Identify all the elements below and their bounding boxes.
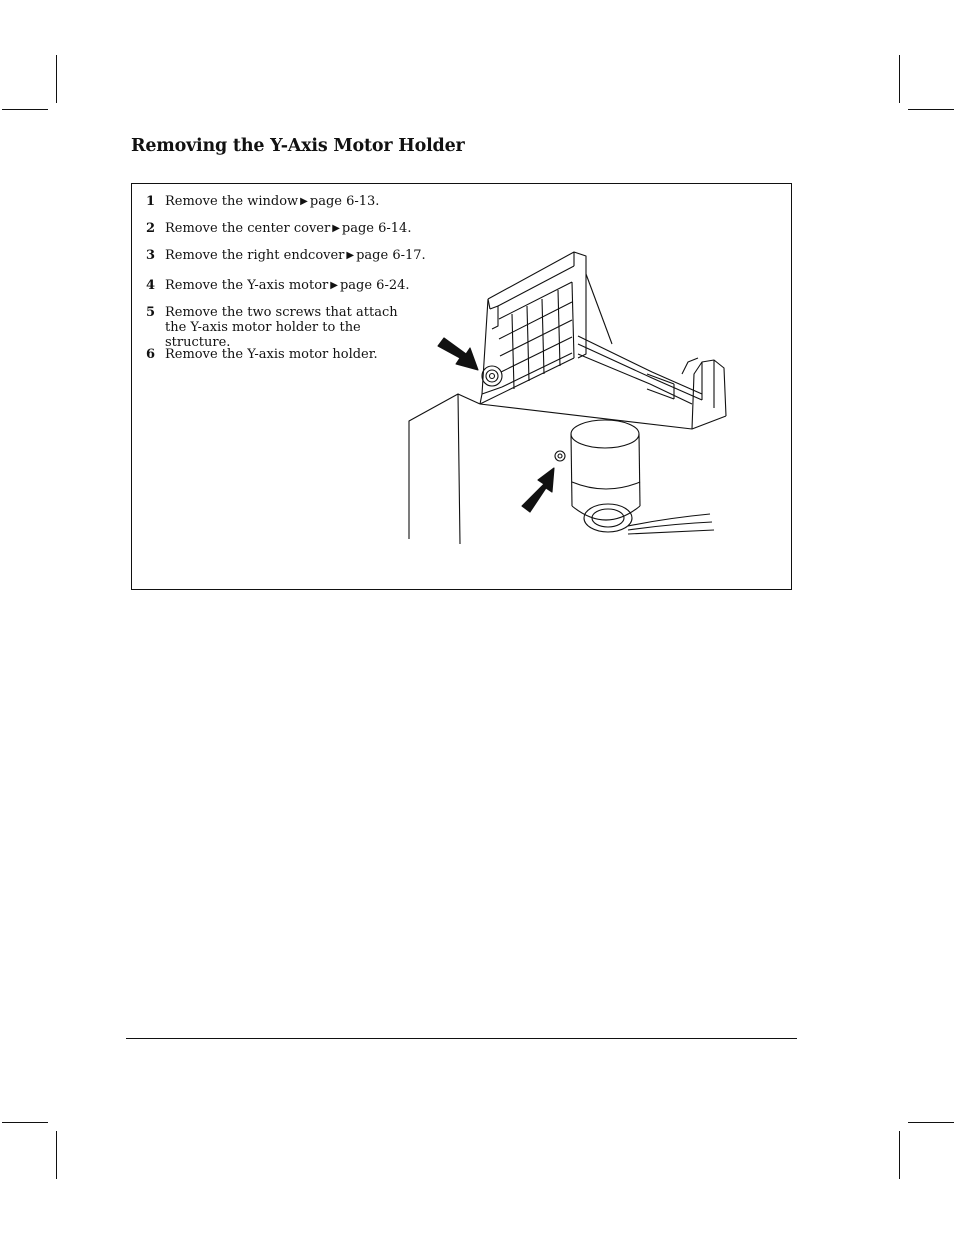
crop-mark-bottom-left-horizontal	[2, 1122, 48, 1123]
crop-mark-top-left-vertical	[56, 55, 57, 103]
arrow-icon	[522, 468, 554, 512]
step-number: 6	[146, 347, 156, 362]
page-title: Removing the Y-Axis Motor Holder	[131, 136, 465, 156]
step-text: Remove the Y-axis motor holder.	[165, 347, 378, 362]
page-reference-link[interactable]: page 6-17.	[356, 248, 426, 263]
page-reference-link[interactable]: page 6-14.	[341, 221, 412, 236]
step-number: 4	[146, 278, 156, 293]
arrow-icon	[438, 338, 478, 370]
pointer-arrow-icon: ▶	[346, 250, 355, 261]
page-reference-link[interactable]: page 6-13.	[309, 194, 380, 209]
step-text: Remove the two screws that attach the Y-axis motor holder to the structure.	[165, 305, 398, 350]
step-text: Remove the Y-axis motor ▶ page 6-24.	[165, 278, 410, 293]
step-text: Remove the right endcover ▶ page 6-17.	[165, 248, 426, 263]
pointer-arrow-icon: ▶	[300, 196, 308, 207]
step-number: 2	[146, 221, 156, 236]
step-text: Remove the window ▶ page 6-13.	[165, 194, 380, 209]
footer-rule	[126, 1038, 797, 1039]
y-axis-motor	[571, 420, 714, 534]
pointer-arrow-icon: ▶	[332, 223, 340, 234]
crop-mark-top-right-vertical	[899, 55, 900, 103]
screw-pointer-arrows	[438, 338, 554, 512]
procedure-box	[131, 183, 792, 590]
step-text: Remove the center cover ▶ page 6-14.	[165, 221, 412, 236]
page-reference-link[interactable]: page 6-24.	[339, 278, 410, 293]
structure-frame	[409, 394, 480, 544]
motor-holder-bracket	[480, 252, 726, 461]
step-number: 3	[146, 248, 156, 263]
step-number: 5	[146, 305, 156, 320]
crop-mark-top-left-horizontal	[2, 109, 48, 110]
pointer-arrow-icon: ▶	[330, 280, 338, 291]
crop-mark-bottom-right-horizontal	[908, 1122, 954, 1123]
motor-holder-illustration	[402, 244, 732, 544]
crop-mark-bottom-left-vertical	[56, 1131, 57, 1179]
step-number: 1	[146, 194, 156, 209]
crop-mark-bottom-right-vertical	[899, 1131, 900, 1179]
crop-mark-top-right-horizontal	[908, 109, 954, 110]
